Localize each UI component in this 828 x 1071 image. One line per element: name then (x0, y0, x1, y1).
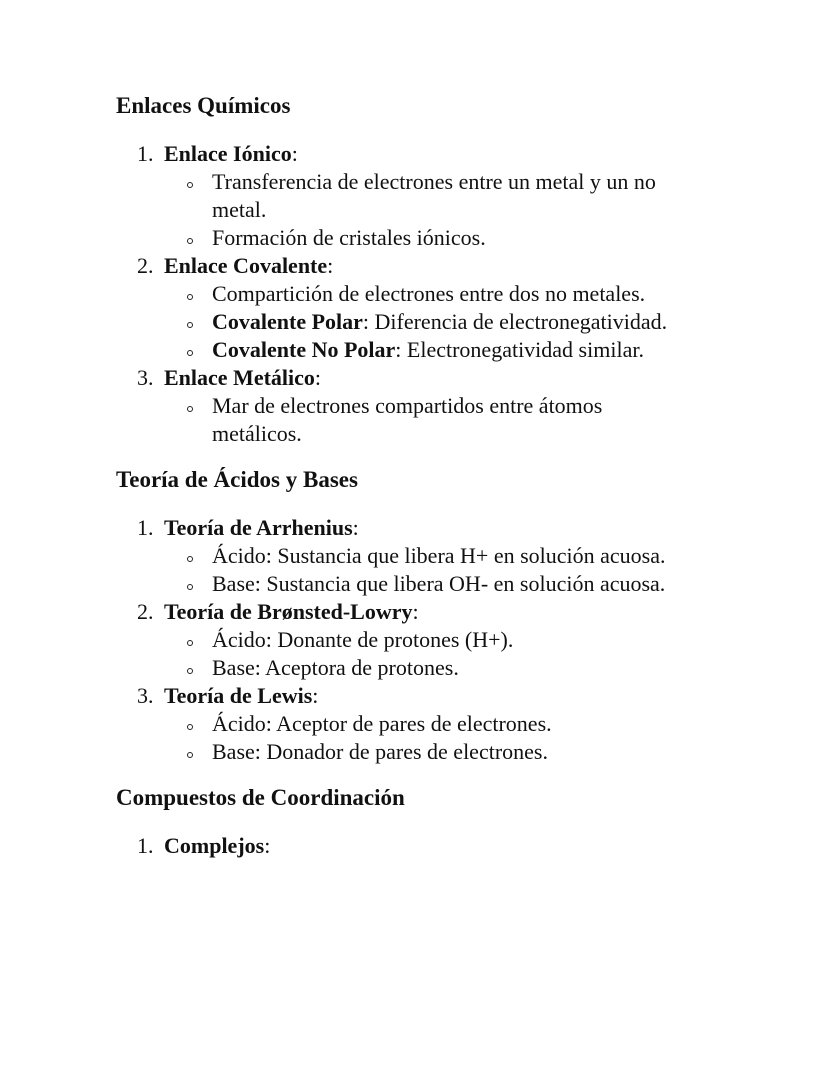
bullet-item (164, 280, 672, 308)
section-title: Enlaces Químicos (116, 93, 291, 118)
bullet-text: Ácido: Sustancia que libera H+ en solución acuosa. (212, 543, 666, 568)
bullet-list (164, 280, 756, 364)
item-colon: : (412, 599, 419, 624)
item-label: Enlace Metálico (164, 365, 315, 390)
item-number: 1. (137, 515, 154, 540)
list-item (116, 514, 756, 598)
section-title: Compuestos de Coordinación (116, 785, 405, 810)
item-colon: : (312, 683, 319, 708)
circle-bullet-icon (187, 668, 193, 674)
bullet-item (164, 308, 672, 336)
item-label: Teoría de Lewis (164, 683, 313, 708)
item-colon: : (327, 253, 334, 278)
item-colon: : (314, 365, 322, 390)
circle-bullet-icon (187, 556, 193, 562)
item-label: Enlace Iónico (164, 141, 292, 166)
circle-bullet-icon (187, 584, 193, 590)
bullet-text: Ácido: Donante de protones (H+). (212, 627, 514, 652)
section-acidos-bases (116, 466, 756, 766)
bullet-item (164, 626, 672, 654)
item-label: Enlace Covalente (164, 253, 328, 278)
circle-bullet-icon (187, 724, 193, 730)
bullet-item (164, 654, 672, 682)
section-title: Teoría de Ácidos y Bases (116, 467, 358, 492)
item-number: 2. (137, 599, 154, 624)
list-item (116, 598, 756, 682)
bullet-text: Mar de electrones compartidos entre átomos metálicos. (212, 393, 603, 446)
item-colon: : (264, 833, 271, 858)
list-item (116, 252, 756, 364)
numbered-list (116, 832, 756, 860)
bullet-bold-term: Covalente No Polar (212, 337, 396, 362)
numbered-list (116, 514, 756, 766)
item-number: 1. (137, 833, 154, 858)
bullet-text: Transferencia de electrones entre un metal y un no metal. (212, 169, 656, 222)
circle-bullet-icon (187, 350, 193, 356)
bullet-text: Base: Sustancia que libera OH- en solución acuosa. (212, 571, 666, 596)
bullet-item (164, 224, 672, 252)
bullet-bold-term: Covalente Polar (212, 309, 363, 334)
bullet-text: Base: Donador de pares de electrones. (212, 739, 548, 764)
item-label: Teoría de Arrhenius (164, 515, 353, 540)
bullet-text: : Diferencia de electronegatividad. (362, 309, 668, 334)
bullet-list (164, 626, 756, 682)
bullet-list (164, 542, 756, 598)
bullet-text: Formación de cristales iónicos. (212, 225, 486, 250)
circle-bullet-icon (187, 406, 193, 412)
bullet-item (164, 542, 672, 570)
bullet-item (164, 738, 672, 766)
bullet-text: : Electronegatividad similar. (395, 337, 644, 362)
bullet-text: Base: Aceptora de protones. (212, 655, 459, 680)
bullet-list (164, 168, 756, 252)
numbered-list (116, 140, 756, 448)
circle-bullet-icon (187, 640, 193, 646)
bullet-item (164, 168, 672, 224)
item-label: Teoría de Brønsted-Lowry (164, 599, 413, 624)
item-colon: : (291, 141, 298, 166)
item-number: 3. (137, 683, 154, 708)
item-label: Complejos (164, 833, 265, 858)
bullet-item (164, 336, 752, 364)
item-colon: : (352, 515, 359, 540)
bullet-list (164, 710, 756, 766)
bullet-item (164, 710, 672, 738)
list-item (116, 140, 756, 252)
list-item (116, 832, 756, 860)
section-compuestos-coordinacion (116, 784, 756, 860)
bullet-text: Ácido: Aceptor de pares de electrones. (212, 711, 552, 736)
circle-bullet-icon (187, 294, 193, 300)
item-number: 1. (137, 141, 154, 166)
circle-bullet-icon (187, 182, 193, 188)
circle-bullet-icon (187, 238, 193, 244)
circle-bullet-icon (187, 322, 193, 328)
document-page (116, 92, 756, 878)
bullet-list (164, 392, 756, 448)
list-item (116, 682, 756, 766)
item-number: 3. (137, 365, 154, 390)
bullet-item (164, 570, 672, 598)
bullet-item (164, 392, 672, 448)
list-item (116, 364, 756, 448)
circle-bullet-icon (187, 752, 193, 758)
section-enlaces-quimicos (116, 92, 756, 448)
item-number: 2. (137, 253, 154, 278)
bullet-text: Compartición de electrones entre dos no metales. (212, 281, 646, 306)
